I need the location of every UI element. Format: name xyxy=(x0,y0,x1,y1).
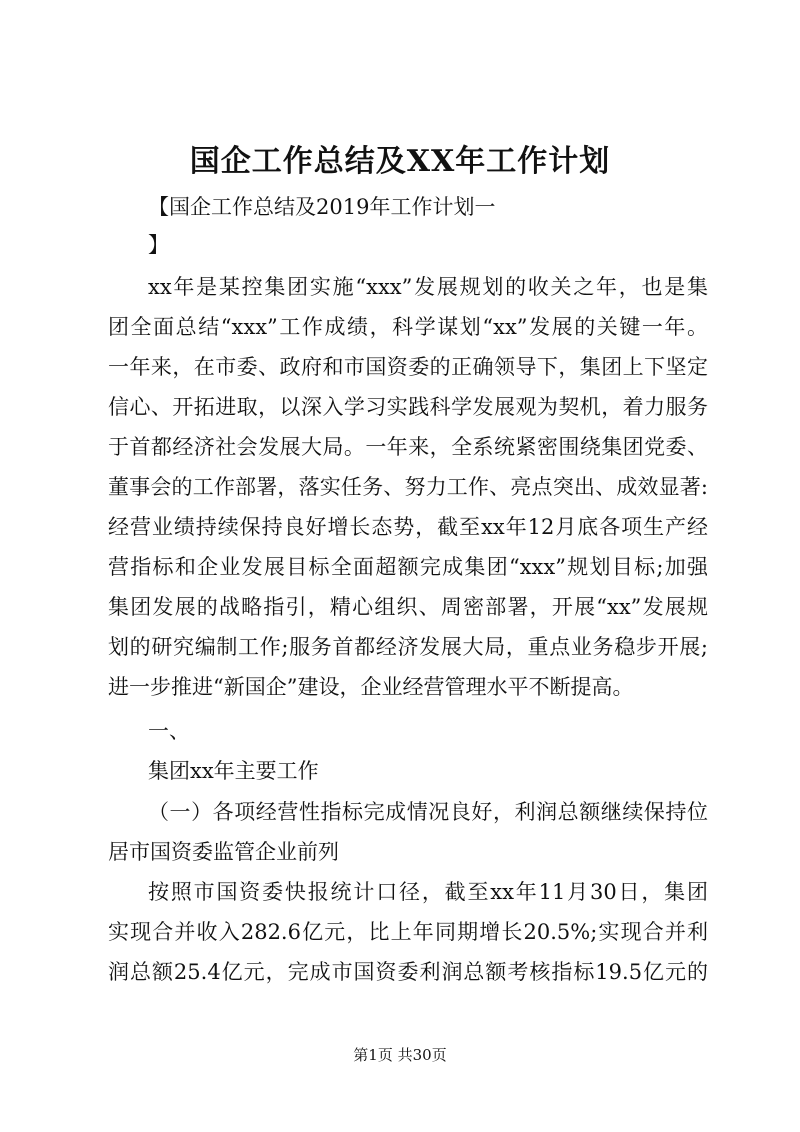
body-line: 进一步推进“新国企”建设，企业经营管理水平不断提高。 xyxy=(108,675,634,699)
body-line: xx年是某控集团实施“xxx”发展规划的收关之年，也是集 xyxy=(148,275,708,299)
body-line: 营指标和企业发展目标全面超额完成集团“xxx”规划目标;加强 xyxy=(108,555,708,579)
section-number: 一、 xyxy=(148,719,190,743)
subsection-heading: （一）各项经营性指标完成情况良好，利润总额继续保持位 xyxy=(148,800,708,824)
subsection-heading: 居市国资委监管企业前列 xyxy=(108,840,339,864)
body-line: 信心、开拓进取，以深入学习实践科学发展观为契机，着力服务 xyxy=(108,395,708,419)
page-footer: 第1页 共30页 xyxy=(353,1046,447,1064)
body-line: 一年来，在市委、政府和市国资委的正确领导下，集团上下坚定 xyxy=(108,355,708,379)
body-line: 集团发展的战略指引，精心组织、周密部署，开展“xx”发展规 xyxy=(108,595,708,619)
body-line: 划的研究编制工作;服务首都经济发展大局，重点业务稳步开展; xyxy=(108,635,708,659)
body-line: 董事会的工作部署，落实任务、努力工作、亮点突出、成效显著: xyxy=(108,475,708,499)
body-line: 】 xyxy=(148,233,169,257)
body-line: 团全面总结“xxx”工作成绩，科学谋划“xx”发展的关键一年。 xyxy=(108,315,708,339)
section-heading: 集团xx年主要工作 xyxy=(148,759,319,783)
document-title: 国企工作总结及XX年工作计划 xyxy=(189,144,611,179)
body-line: 实现合并收入282.6亿元，比上年同期增长20.5%;实现合并利 xyxy=(108,920,708,944)
body-line: 润总额25.4亿元，完成市国资委利润总额考核指标19.5亿元的 xyxy=(108,960,708,984)
body-line: 经营业绩持续保持良好增长态势，截至xx年12月底各项生产经 xyxy=(108,515,708,539)
body-line: 【国企工作总结及2019年工作计划一 xyxy=(148,195,496,219)
body-line: 于首都经济社会发展大局。一年来，全系统紧密围绕集团党委、 xyxy=(108,435,708,459)
body-line: 按照市国资委快报统计口径，截至xx年11月30日，集团 xyxy=(148,880,708,904)
